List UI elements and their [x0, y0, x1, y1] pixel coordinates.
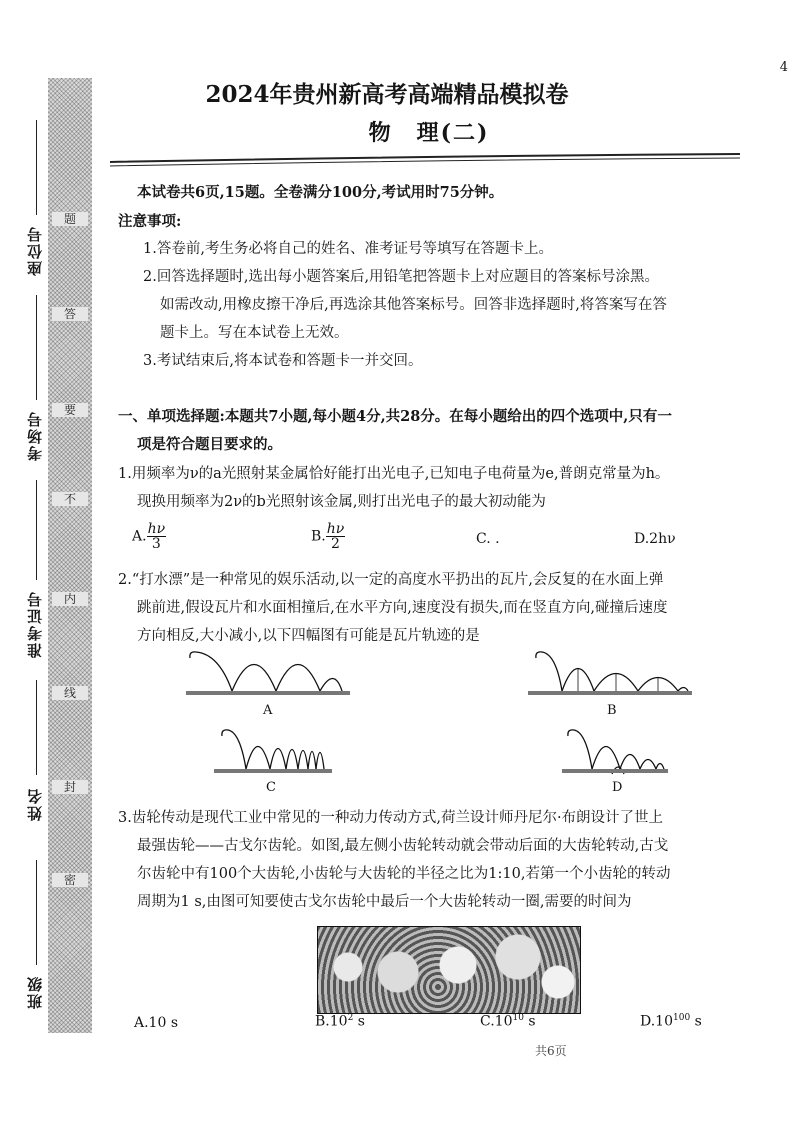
q2-stem: 2.“打水漂”是一种常见的娱乐活动,以一定的高度水平扔出的瓦片,会反复的在水面上弹 — [118, 572, 664, 588]
seal-char: 答 — [52, 307, 88, 321]
note-item: 3.考试结束后,将本试卷和答题卡一并交回。 — [143, 353, 423, 369]
note-item: 如需改动,用橡皮擦干净后,再选涂其他答案标号。回答非选择题时,将答案写在答 — [160, 297, 667, 313]
seal-char: 题 — [52, 212, 88, 226]
note-item: 1.答卷前,考生务必将自己的姓名、准考证号等填写在答题卡上。 — [143, 241, 553, 257]
seal-char: 不 — [52, 492, 88, 506]
diagram-label-d: D — [612, 780, 623, 795]
note-item: 题卡上。写在本试卷上无效。 — [160, 325, 349, 341]
q3-stem: 3.齿轮传动是现代工业中常见的一种动力传动方式,荷兰设计师丹尼尔·布朗设计了世上 — [118, 810, 664, 826]
subject-title: 物 理(二) — [368, 120, 490, 146]
seat-number-field: 座位号 — [26, 225, 44, 276]
q3-stem-cont: 周期为1 s,由图可知要使古戈尔齿轮中最后一个大齿轮转动一圈,需要的时间为 — [137, 894, 632, 910]
note-item: 2.回答选择题时,选出每小题答案后,用铅笔把答题卡上对应题目的答案标号涂黑。 — [143, 269, 660, 285]
gear-photo — [317, 926, 581, 1014]
q3-stem-cont: 最强齿轮——古戈尔齿轮。如图,最左侧小齿轮转动就会带动后面的大齿轮转动,古戈 — [137, 838, 669, 854]
q1-option-b: B. $\frac{h\nu}{2}$ — [311, 521, 345, 552]
diagram-label-b: B — [607, 703, 617, 718]
q1-option-a: A. $\frac{h\nu}{3}$ — [132, 521, 166, 552]
header-rule — [108, 150, 743, 170]
q3-option-c: $C.10^{10}$ s — [480, 1013, 536, 1030]
q1-stem: 1.用频率为ν的a光照射某金属恰好能打出光电子,已知电子电荷量为e,普朗克常量为h。 — [118, 466, 670, 482]
seal-char: 要 — [52, 403, 88, 417]
class-field: 班级 — [26, 975, 44, 1009]
exam-room-field: 考场号 — [26, 410, 44, 461]
admission-number-field: 准考证号 — [26, 590, 44, 658]
exam-info: 本试卷共6页,15题。全卷满分100分,考试用时75分钟。 — [137, 184, 504, 201]
exam-title: 2024年贵州新高考高端精品模拟卷 — [205, 81, 569, 108]
seal-char: 线 — [52, 686, 88, 700]
q1-option-d: D.2hν — [634, 531, 676, 547]
name-field: 姓名 — [26, 787, 44, 821]
q3-option-b: $B.10^2$ s — [315, 1013, 365, 1030]
seal-char: 内 — [52, 592, 88, 606]
q1-option-c: C. . — [476, 531, 500, 547]
trajectory-diagram-b — [526, 646, 696, 696]
diagram-label-c: C — [266, 780, 276, 795]
section-heading: 一、单项选择题:本题共7小题,每小题4分,共28分。在每小题给出的四个选项中,只有一 — [118, 408, 672, 425]
page-number: 4 — [779, 60, 788, 75]
seal-char: 密 — [52, 873, 88, 887]
notes-heading: 注意事项: — [118, 213, 182, 230]
q2-stem-cont: 跳前进,假设瓦片和水面相撞后,在水平方向,速度没有损失,而在竖直方向,碰撞后速度 — [137, 600, 668, 616]
trajectory-diagram-a — [184, 646, 354, 696]
section-heading-cont: 项是符合题目要求的。 — [137, 436, 282, 453]
q3-option-d: $D.10^{100}$ s — [640, 1013, 702, 1030]
page-footer: 共6页 — [535, 1044, 567, 1058]
q3-option-a: A.10 s — [134, 1015, 179, 1031]
q1-stem-cont: 现换用频率为2ν的b光照射该金属,则打出光电子的最大初动能为 — [137, 494, 546, 510]
q2-stem-cont: 方向相反,大小减小,以下四幅图有可能是瓦片轨迹的是 — [137, 628, 480, 644]
trajectory-diagram-d — [560, 724, 672, 780]
seal-char: 封 — [52, 780, 88, 794]
trajectory-diagram-c — [212, 724, 336, 774]
q3-stem-cont: 尔齿轮中有100个大齿轮,小齿轮与大齿轮的半径之比为1:10,若第一个小齿轮的转动 — [137, 866, 671, 882]
diagram-label-a: A — [263, 703, 273, 718]
